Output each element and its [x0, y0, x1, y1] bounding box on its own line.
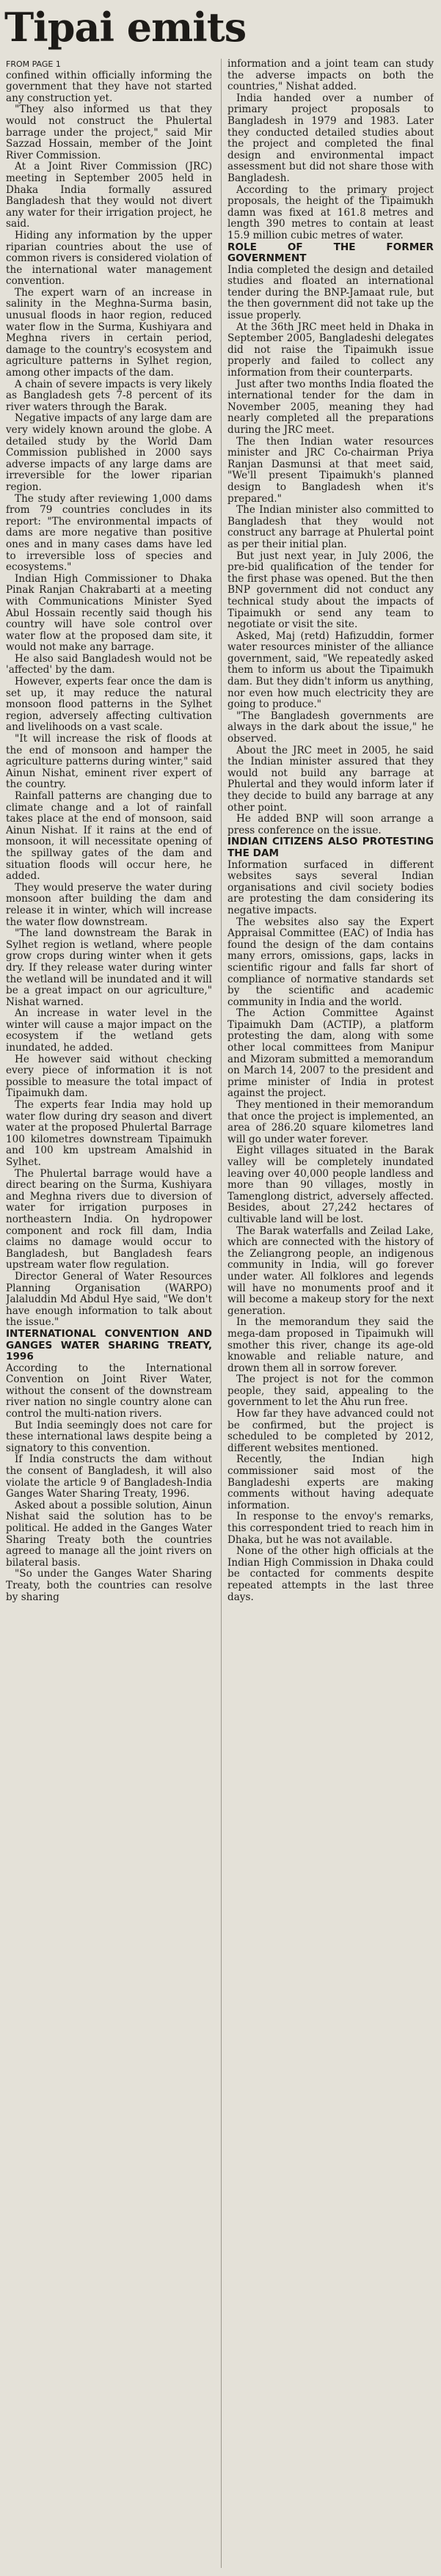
paragraph: The Barak waterfalls and Zeilad Lake, which are connected with the history of the Zeliangrong people, an indigenous community in India, will go forever under water. All folklores and legends will have no monuments proof and it will become a makeup story for the next generation.: [227, 1225, 434, 1317]
paragraph: "So under the Ganges Water Sharing Treaty, both the countries can resolve by sharing: [6, 1568, 212, 1603]
paragraph: They would preserve the water during monsoon after building the dam and release it in winter, which will increase the water flow downstream.: [6, 881, 212, 928]
paragraph: The then Indian water resources minister and JRC Co-chairman Priya Ranjan Dasmunsi at that meet said, "We'll present Tipaimukh's planned design to Bangladesh when it's prepared.": [227, 435, 434, 505]
paragraph: Hiding any information by the upper riparian countries about the use of common rivers is considered violation of the international water management convention.: [6, 229, 212, 288]
right-subhead-indian-citizens: INDIAN CITIZENS ALSO PROTESTING THE DAM: [227, 836, 434, 859]
paragraph: According to the International Convention on Joint River Water, without the consent of the downstream river nation no single country alone can control the multi-nation rivers.: [6, 1362, 212, 1420]
paragraph: The project is not for the common people, they said, appealing to the government to let the Ahu run free.: [227, 1373, 434, 1409]
paragraph: The Phulertal barrage would have a direct bearing on the Surma, Kushiyara and Meghna rivers due to diversion of water for irrigation purposes in northeastern India. On hydropower component and rock fill dam, India claims no damage would occur to Bangladesh, but Bangladesh fears upstream water flow regulation.: [6, 1167, 212, 1271]
left-column: [6, 59, 212, 2568]
paragraph: confined within officially informing the government that they have not started any construction yet.: [6, 69, 212, 104]
paragraph: information and a joint team can study the adverse impacts on both the countries," Nishat added.: [227, 59, 434, 93]
paragraph: Asked about a possible solution, Ainun Nishat said the solution has to be political. He added in the Ganges Water Sharing Treaty both the countries agreed to manage all the joint rivers on bilateral basis.: [6, 1499, 212, 1569]
paragraph: However, experts fear once the dam is set up, it may reduce the natural monsoon flood patterns in the Sylhet region, adversely affecting cultivation and livelihoods on a vast scale.: [6, 676, 212, 734]
paragraph: Asked, Maj (retd) Hafizuddin, former water resources minister of the alliance government, said, "We repeatedly asked them to inform us about the Tipaimukh dam. But they didn't inform us anything, nor even how much electricity they are going to produce.": [227, 630, 434, 711]
paragraph: But just next year, in July 2006, the pre-bid qualification of the tender for the first phase was opened. But the then BNP government did not conduct any technical study about the impacts of Tipaimukh or send any team to negotiate or visit the site.: [227, 550, 434, 631]
paragraph: Information surfaced in different websites says several Indian organisations and civil society bodies are protesting the dam considering its negative impacts.: [227, 858, 434, 916]
column-rule: [221, 59, 222, 2568]
headline: Tipai emits: [4, 4, 247, 51]
left-subhead: INTERNATIONAL CONVENTION AND GANGES WATER SHARING TREATY, 1996: [6, 1327, 212, 1363]
paragraph: Recently, the Indian high commissioner said most of the Bangladeshi experts are making comments without having adequate information.: [227, 1453, 434, 1511]
right-column: [227, 59, 434, 2568]
left-column-after: [6, 1363, 212, 1603]
paragraph: He added BNP will soon arrange a press conference on the issue.: [227, 813, 434, 836]
paragraph: He however said without checking every piece of information it is not possible to measure the total impact of Tipaimukh dam.: [6, 1053, 212, 1100]
paragraph: Rainfall patterns are changing due to climate change and a lot of rainfall takes place at the end of monsoon, said Ainun Nishat. If it rains at the end of monsoon, it will necessitate opening of the spillway gates of the dam and situation floods will occur here, he added.: [6, 790, 212, 883]
paragraph: The expert warn of an increase in salinity in the Meghna-Surma basin, unusual floods in haor region, reduced water flow in the Surma, Kushiyara and Meghna rivers in certain period, damage to the country's ecosystem and agriculture patterns in Sylhet region, among other impacts of the dam.: [6, 286, 212, 379]
paragraph: About the JRC meet in 2005, he said the Indian minister assured that they would not build any barrage at Phulertal and they would inform later if they decide to build any barrage at any other point.: [227, 744, 434, 814]
paragraph: Negative impacts of any large dam are very widely known around the globe. A detailed study by the World Dam Commission published in 2000 says adverse impacts of any large dams are irreversible for the lower riparian region.: [6, 412, 212, 493]
paragraph: Director General of Water Resources Planning Organisation (WARPO) Jalaluddin Md Abdul Hye said, "We don't have enough information to talk about the issue.": [6, 1270, 212, 1329]
paragraph: India completed the design and detailed studies and floated an international tender during the BNP-Jamaat rule, but the then government did not take up the issue properly.: [227, 263, 434, 322]
right-column-after: [227, 860, 434, 1604]
paragraph: According to the primary project proposals, the height of the Tipaimukh damn was fixed at 161.8 metres and length 390 metres to contain at least 15.9 million cubic metres of water.: [227, 183, 434, 241]
paragraph: "It will increase the risk of floods at the end of monsoon and hamper the agriculture patterns during winter," said Ainun Nishat, eminent river expert of the country.: [6, 733, 212, 791]
left-column-body: [6, 70, 212, 1329]
paragraph: Indian High Commissioner to Dhaka Pinak Ranjan Chakrabarti at a meeting with Communications Minister Syed Abul Hossain recently said though his country will have sole control over water flow at the proposed dam site, it would not make any barrage.: [6, 572, 212, 654]
paragraph: An increase in water level in the winter will cause a major impact on the ecosystem if the wetland gets inundated, he added.: [6, 1007, 212, 1054]
paragraph: "The land downstream the Barak in Sylhet region is wetland, where people grow crops during winter when it gets dry. If they release water during winter the wetland will be inundated and it will be a great impact on our agriculture," Nishat warned.: [6, 927, 212, 1008]
paragraph: How far they have advanced could not be confirmed, but the project is scheduled to be completed by 2012, different websites mentioned.: [227, 1408, 434, 1454]
paragraph: The Action Committee Against Tipaimukh Dam (ACTIP), a platform protesting the dam, along with some other local committees from Manipur and Mizoram submitted a memorandum on March 14, 2007 to the president and prime minister of India in protest against the project.: [227, 1007, 434, 1100]
paragraph: In the memorandum they said the mega-dam proposed in Tipaimukh will smother this river, change its age-old knowable and reliable nature, and drown them all in sorrow forever.: [227, 1316, 434, 1374]
paragraph: The experts fear India may hold up water flow during dry season and divert water at the proposed Phulertal Barrage 100 kilometres downstream Tipaimukh and 100 km upstream Amalshid in Sylhet.: [6, 1099, 212, 1168]
paragraph: But India seemingly does not care for these international laws despite being a signatory to this convention.: [6, 1419, 212, 1454]
paragraph: If India constructs the dam without the consent of Bangladesh, it will also violate the article 9 of Bangladesh-India Ganges Water Sharing Treaty, 1996.: [6, 1453, 212, 1500]
paragraph: Just after two months India floated the international tender for the dam in November 2005, meaning they had nearly completed all the preparations during the JRC meet.: [227, 378, 434, 436]
paragraph: Eight villages situated in the Barak valley will be completely inundated leaving over 40,000 people landless and more than 90 villages, mostly in Tamenglong district, adversely affected. Besides, about 27,242 hectares of cultivable land will be lost.: [227, 1145, 434, 1225]
dateline: FROM PAGE 1: [6, 59, 61, 69]
paragraph: He also said Bangladesh would not be 'affected' by the dam.: [6, 652, 212, 676]
paragraph: At the 36th JRC meet held in Dhaka in September 2005, Bangladeshi delegates did not raise the Tipaimukh issue properly and failed to collect any information from their counterparts.: [227, 321, 434, 379]
right-subhead-former-government: ROLE OF THE FORMER GOVERNMENT: [227, 241, 434, 265]
right-column-middle: [227, 265, 434, 837]
paragraph: In response to the envoy's remarks, this correspondent tried to reach him in Dhaka, but he was not available.: [227, 1511, 434, 1546]
paragraph: "They also informed us that they would not construct the Phulertal barrage under the project," said Mir Sazzad Hossain, member of the Joint River Commission.: [6, 103, 212, 161]
right-column-before: [227, 59, 434, 242]
paragraph: They mentioned in their memorandum that once the project is implemented, an area of 286.20 square kilometres land will go under water forever.: [227, 1099, 434, 1145]
paragraph: A chain of severe impacts is very likely as Bangladesh gets 7-8 percent of its river waters through the Barak.: [6, 378, 212, 413]
paragraph: "The Bangladesh governments are always in the dark about the issue," he observed.: [227, 709, 434, 745]
paragraph: At a Joint River Commission (JRC) meeting in September 2005 held in Dhaka India formally assured Bangladesh that they would not divert any water for their irrigation project, he said.: [6, 161, 212, 230]
paragraph: The websites also say the Expert Appraisal Committee (EAC) of India has found the design of the dam contains many errors, omissions, gaps, lacks in scientific rigour and falls far short of compliance of normative standards set by the scientific and academic community in India and the world.: [227, 916, 434, 1008]
paragraph: India handed over a number of primary project proposals to Bangladesh in 1979 and 1983. Later they conducted detailed studies about the project and completed the final design and environmental impact assessment but did not share those with Bangladesh.: [227, 92, 434, 184]
paragraph: The study after reviewing 1,000 dams from 79 countries concludes in its report: "The environmental impacts of dams are more negative than positive ones and in many cases dams have led to irreversible loss of species and ecosystems.": [6, 492, 212, 574]
paragraph: None of the other high officials at the Indian High Commission in Dhaka could be contacted for comments despite repeated attempts in the last three days.: [227, 1545, 434, 1603]
paragraph: The Indian minister also committed to Bangladesh that they would not construct any barrage at Phulertal point as per their initial plan.: [227, 504, 434, 550]
